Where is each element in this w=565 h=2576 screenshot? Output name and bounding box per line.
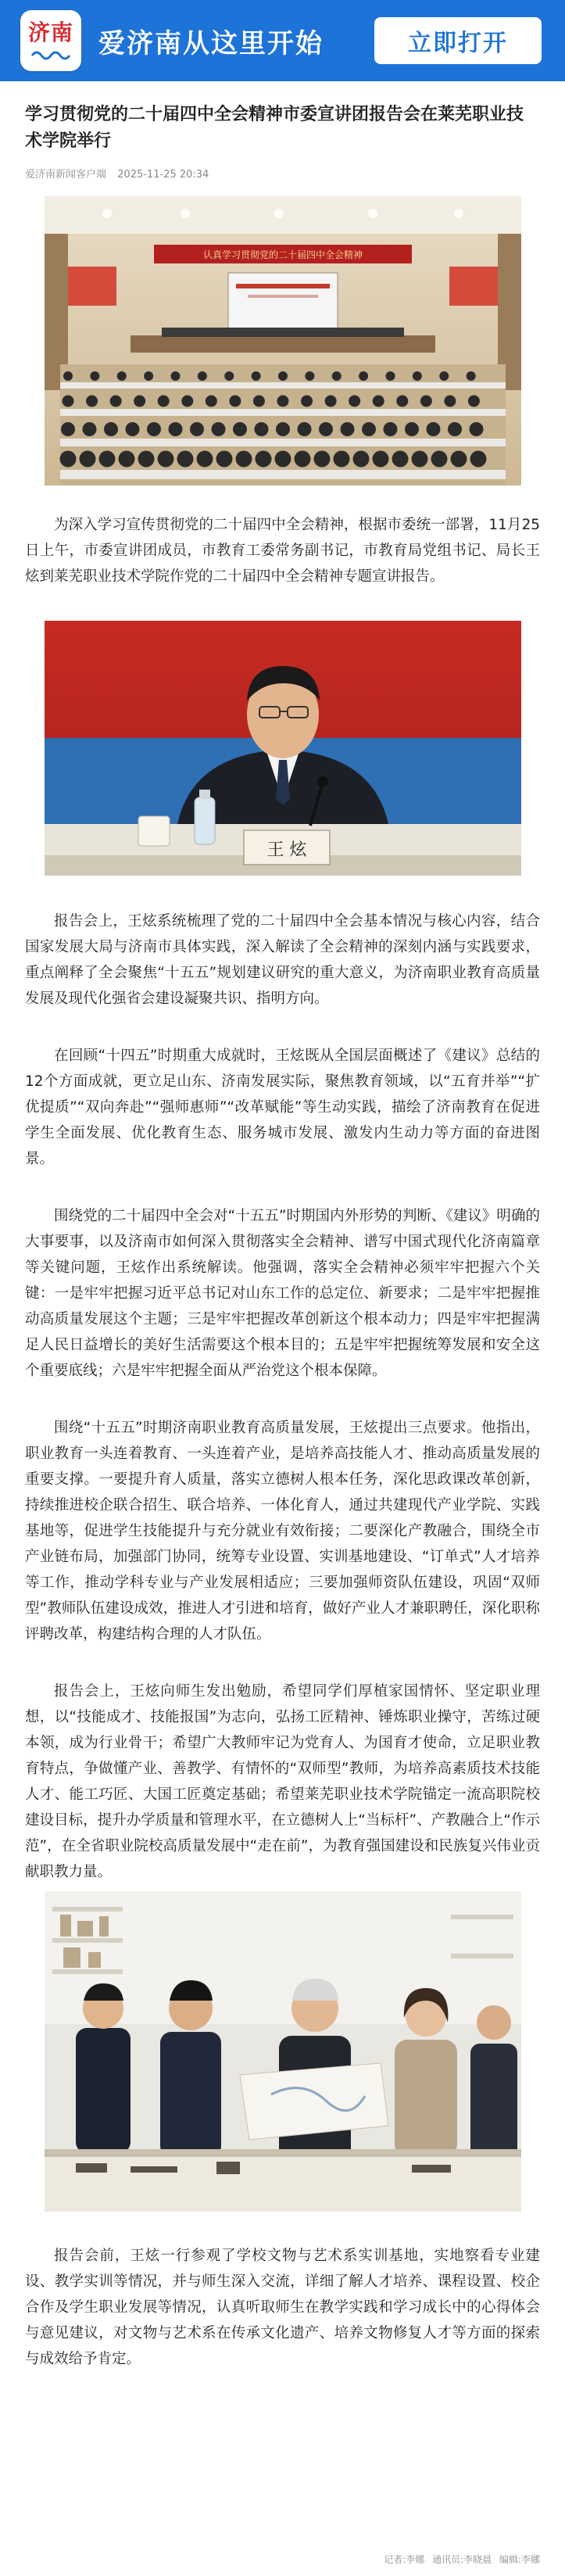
audience-head [125,422,139,436]
audience-head [233,422,247,436]
audience-head [170,371,180,381]
audience-head [229,396,241,407]
audience-head [211,422,225,436]
audience-head [82,422,96,436]
audience-head [352,451,369,468]
audience-head [277,396,288,407]
audience-head [278,371,288,381]
nameplate-text: 王 炫 [266,840,306,860]
audience-head [79,451,95,468]
audience-head [254,422,268,436]
audience-head [147,422,161,436]
app-slogan: 爱济南从这里开始 [98,27,324,59]
logo-text: 济南 [27,20,73,45]
workshop-visit-photo [45,1891,521,2212]
audience-head [324,396,336,407]
audience-head [157,396,169,407]
audience-head [349,396,360,407]
audience-head [467,396,479,407]
audience-head [62,396,73,407]
audience-head [118,451,134,468]
audience-head [61,422,75,436]
article-paragraph: 报告会上，王炫向师生发出勉励，希望同学们厚植家国情怀、坚定职业理想，以“技能成才、技能报国”为志向，弘扬工匠精神、锤炼职业操守，苦练过硬本领，成为行业骨干；希望广大教师牢记为党育人、为国育才使命，立足职业教育特点，争做懂产业、善教学、有情怀的“双师型”教师，为培养高素质技术技能人才、能工巧匠、大国工匠奠定基础；希望莱芜职业技术学院锚定一流高职院校建设目标，提升办学质量和管理水平，在立德树人上“当标杆”、产教融合上“作示范”，在全省职业院校高质量发展中“走在前”，为教育强国建设和民族复兴伟业贡献职教力量。 [25,1683,540,1880]
audience-head [86,396,98,407]
audience-head [411,451,427,468]
lecture-hall-photo [45,196,521,485]
audience-head [177,451,193,468]
audience-head [448,422,462,436]
audience-head [197,371,206,381]
article-paragraph: 围绕党的二十届四中全会对“十五五”时期国内外形势的判断、《建议》明确的大事要事，以及济南市如何深入贯彻落实全会精神、谱写中国式现代化济南篇章等关键问题，王炫作出系统解读。他强调，落实全会精神必须牢牢把握六个关键：一是牢牢把握习近平总书记对山东工作的总定位、新要求；二是牢牢把握推动高质量发展这个主题；三是牢牢把握改革创新这个根本动力；四是牢牢把握满足人民日益增长的美好生活需要这个根本目的；五是牢牢把握统筹发展和安全这个重要底线；六是牢牢把握全面从严治党这个根本保障。 [25,1208,540,1379]
audience-head [224,371,234,381]
article-paragraph: 在回顾“十四五”时期重大成就时，王炫既从全国层面概述了《建议》总结的12个方面成就，更立足山东、济南发展实际，聚焦教育领域，以“五育并举”“扩优提质”“双向奔赴”“强师惠师”“改革赋能”等生动实践，描绘了济南教育在促进学生全面发展、优化教育生态、服务城市发展、激发内生动力等方面的奋进图景。 [25,1048,540,1167]
wave-icon [30,48,71,60]
audience-head [469,422,483,436]
audience-head [333,451,349,468]
audience-head [439,371,449,381]
audience-head [98,451,115,468]
audience-head [274,451,291,468]
audience-head [405,422,419,436]
app-logo-icon[interactable] [20,10,81,71]
audience-head [116,371,126,381]
audience-head [319,422,333,436]
audience-head [90,371,99,381]
credit-editor: 编辑:李娜 [499,2554,540,2565]
audience-head [138,451,154,468]
audience-head [134,396,145,407]
audience-head [63,371,73,381]
article-paragraph: 报告会上，王炫系统梳理了党的二十届四中全会基本情况与核心内容，结合国家发展大局与济南市具体实践，深入解读了全会精神的深刻内涵与实践要求，重点阐释了全会聚焦“十五五”规划建议研究的重大意义，为济南职业教育高质量发展及现代化强省会建设凝聚共识、指明方向。 [25,913,540,1007]
article-title: 学习贯彻党的二十届四中全会精神市委宣讲团报告会在莱芜职业技术学院举行 [25,105,524,151]
audience-head [190,422,204,436]
audience-head [392,451,408,468]
audience-head [420,396,431,407]
open-app-button[interactable]: 立即打开 [374,17,542,64]
audience-head [385,371,395,381]
audience-head [196,451,213,468]
speaker-photo [45,621,521,876]
article-credits [384,2553,540,2566]
audience-head [301,396,313,407]
audience-head [168,422,182,436]
audience-head [109,396,121,407]
audience-head [362,422,376,436]
audience-head [297,422,311,436]
audience-head [372,451,388,468]
audience-head [372,396,384,407]
audience-head [383,422,397,436]
audience-head [104,422,118,436]
audience-head [305,371,314,381]
audience-head [294,451,310,468]
audience-head [157,451,173,468]
credit-reporter: 记者:李娜 [384,2554,425,2565]
audience-head [396,396,408,407]
audience-head [412,371,421,381]
banner-text: 认真学习贯彻党的二十届四中全会精神 [202,249,363,260]
audience-head [251,371,260,381]
article-source: 爱济南新闻客户端 [25,169,107,181]
credit-correspondent: 通讯员:李晓晨 [432,2554,492,2565]
audience-head [331,371,341,381]
audience-head [235,451,252,468]
article-date: 2025-11-25 20:34 [117,169,209,181]
article-paragraph: 报告会前，王炫一行参观了学校文物与艺术系实训基地，实地察看专业建设、教学实训等情况，并与师生深入交流，详细了解人才培养、课程设置、校企合作及学生职业发展等情况，认真听取师生在教学实践和学习成长中的心得体会与意见建议，对文物与艺术系在传承文化遗产、培养文物修复人才等方面的探索与成效给予肯定。 [25,2248,540,2367]
article [0,81,565,2372]
article-paragraph: 围绕“十五五”时期济南职业教育高质量发展，王炫提出三点要求。他指出，职业教育一头连着教育、一头连着产业，是培养高技能人才、推动高质量发展的重要支撑。一要提升育人质量，落实立德树人根本任务，深化思政课改革创新，持续推进校企联合招生、联合培养、一体化育人，通过共建现代产业学院、实践基地等，促进学生技能提升与充分就业有效衔接；二要深化产教融合，围绕全市产业链布局，加强部门协同，统筹专业设置、实训基地建设、“订单式”人才培养等工作，推动学科专业与产业发展相适应；三要加强师资队伍建设，巩固“双师型”教师队伍建设成效，推进人才引进和培育，做好产业人才兼职聘任，深化职称评聘改革，构建结构合理的人才队伍。 [25,1420,540,1643]
app-banner [0,0,565,81]
audience-head [276,422,290,436]
audience-head [252,396,264,407]
audience-head [313,451,330,468]
audience-head [181,396,193,407]
audience-head [444,396,456,407]
audience-head [470,451,486,468]
audience-head [59,451,76,468]
audience-head [359,371,368,381]
audience-head [205,396,216,407]
audience-head [216,451,232,468]
audience-head [340,422,354,436]
audience-head [450,451,467,468]
audience-head [255,451,271,468]
article-meta [25,166,540,181]
article-paragraph: 为深入学习宣传贯彻党的二十届四中全会精神，根据市委统一部署，11月25日上午，市委宣讲团成员，市教育工委常务副书记，市教育局党组书记、局长王炫到莱芜职业技术学院作党的二十届四中全会精神专题宣讲报告。 [25,517,540,585]
audience-head [466,371,475,381]
audience-head [431,451,447,468]
audience-head [144,371,153,381]
audience-head [426,422,440,436]
